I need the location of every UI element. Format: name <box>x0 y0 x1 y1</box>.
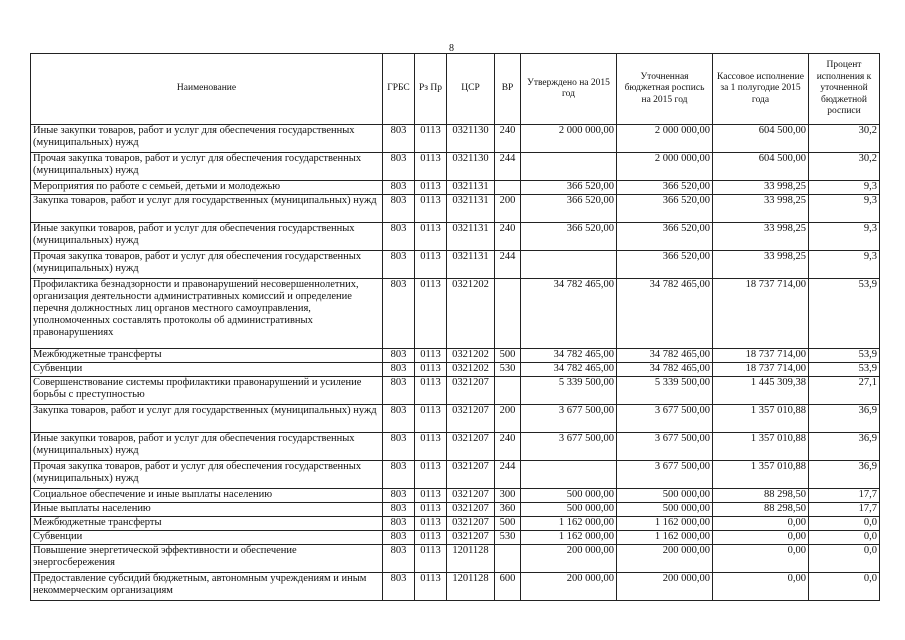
cell-csr: 0321131 <box>447 195 495 223</box>
cell-name: Иные закупки товаров, работ и услуг для обеспечения государственных (муниципальных) нужд <box>31 125 383 153</box>
cell-approved: 34 782 465,00 <box>521 349 617 363</box>
cell-executed: 0,00 <box>713 545 809 573</box>
cell-grbs: 803 <box>383 503 415 517</box>
cell-rzpr: 0113 <box>415 545 447 573</box>
cell-name: Иные выплаты населению <box>31 503 383 517</box>
cell-rzpr: 0113 <box>415 223 447 251</box>
cell-percent: 17,7 <box>809 489 880 503</box>
cell-name: Субвенции <box>31 531 383 545</box>
cell-approved: 500 000,00 <box>521 503 617 517</box>
cell-vr: 240 <box>495 433 521 461</box>
page-number: 8 <box>449 43 454 54</box>
cell-approved: 1 162 000,00 <box>521 517 617 531</box>
cell-csr: 0321207 <box>447 377 495 405</box>
cell-revised: 366 520,00 <box>617 223 713 251</box>
cell-executed: 1 445 309,38 <box>713 377 809 405</box>
cell-approved: 366 520,00 <box>521 181 617 195</box>
table-row <box>31 251 880 279</box>
cell-csr: 0321202 <box>447 363 495 377</box>
cell-revised: 2 000 000,00 <box>617 125 713 153</box>
cell-approved: 200 000,00 <box>521 545 617 573</box>
header-percent: Процент исполнения к уточненной бюджетной росписи <box>809 54 880 125</box>
cell-name: Закупка товаров, работ и услуг для государственных (муниципальных) нужд <box>31 195 383 223</box>
cell-csr: 0321207 <box>447 489 495 503</box>
cell-revised: 5 339 500,00 <box>617 377 713 405</box>
cell-approved: 500 000,00 <box>521 489 617 503</box>
cell-rzpr: 0113 <box>415 195 447 223</box>
budget-execution-table <box>30 53 880 601</box>
cell-name: Иные закупки товаров, работ и услуг для обеспечения государственных (муниципальных) нужд <box>31 223 383 251</box>
cell-vr: 200 <box>495 405 521 433</box>
cell-revised: 366 520,00 <box>617 195 713 223</box>
table-row <box>31 363 880 377</box>
table-row <box>31 573 880 601</box>
cell-percent: 30,2 <box>809 153 880 181</box>
cell-name: Закупка товаров, работ и услуг для государственных (муниципальных) нужд <box>31 405 383 433</box>
cell-executed: 1 357 010,88 <box>713 461 809 489</box>
cell-vr: 240 <box>495 223 521 251</box>
cell-rzpr: 0113 <box>415 363 447 377</box>
table-row <box>31 349 880 363</box>
cell-approved: 3 677 500,00 <box>521 405 617 433</box>
cell-rzpr: 0113 <box>415 279 447 349</box>
cell-vr: 530 <box>495 531 521 545</box>
cell-approved <box>521 153 617 181</box>
cell-revised: 1 162 000,00 <box>617 517 713 531</box>
table-row <box>31 461 880 489</box>
table-body <box>31 125 880 601</box>
cell-grbs: 803 <box>383 433 415 461</box>
cell-revised: 34 782 465,00 <box>617 279 713 349</box>
cell-csr: 0321207 <box>447 461 495 489</box>
cell-grbs: 803 <box>383 377 415 405</box>
cell-csr: 1201128 <box>447 573 495 601</box>
cell-name: Межбюджетные трансферты <box>31 517 383 531</box>
cell-percent: 9,3 <box>809 223 880 251</box>
cell-vr: 500 <box>495 517 521 531</box>
cell-revised: 1 162 000,00 <box>617 531 713 545</box>
cell-percent: 0,0 <box>809 573 880 601</box>
cell-revised: 34 782 465,00 <box>617 363 713 377</box>
cell-grbs: 803 <box>383 181 415 195</box>
cell-percent: 53,9 <box>809 363 880 377</box>
cell-percent: 30,2 <box>809 125 880 153</box>
cell-percent: 9,3 <box>809 181 880 195</box>
cell-revised: 200 000,00 <box>617 573 713 601</box>
cell-percent: 0,0 <box>809 517 880 531</box>
cell-vr <box>495 545 521 573</box>
cell-revised: 3 677 500,00 <box>617 461 713 489</box>
cell-executed: 33 998,25 <box>713 181 809 195</box>
table-row <box>31 153 880 181</box>
cell-revised: 366 520,00 <box>617 251 713 279</box>
cell-vr <box>495 279 521 349</box>
cell-rzpr: 0113 <box>415 349 447 363</box>
cell-vr: 240 <box>495 125 521 153</box>
cell-approved: 366 520,00 <box>521 223 617 251</box>
cell-approved <box>521 461 617 489</box>
header-csr: ЦСР <box>447 54 495 125</box>
cell-executed: 18 737 714,00 <box>713 363 809 377</box>
cell-csr: 0321130 <box>447 125 495 153</box>
cell-rzpr: 0113 <box>415 153 447 181</box>
table-row <box>31 377 880 405</box>
cell-vr: 244 <box>495 461 521 489</box>
cell-approved: 34 782 465,00 <box>521 363 617 377</box>
cell-executed: 33 998,25 <box>713 223 809 251</box>
table-row <box>31 181 880 195</box>
cell-vr <box>495 377 521 405</box>
header-executed: Кассовое исполнение за 1 полугодие 2015 года <box>713 54 809 125</box>
cell-grbs: 803 <box>383 573 415 601</box>
cell-percent: 27,1 <box>809 377 880 405</box>
cell-name: Прочая закупка товаров, работ и услуг для обеспечения государственных (муниципальных) нужд <box>31 461 383 489</box>
cell-name: Социальное обеспечение и иные выплаты населению <box>31 489 383 503</box>
cell-rzpr: 0113 <box>415 405 447 433</box>
cell-rzpr: 0113 <box>415 461 447 489</box>
cell-vr: 600 <box>495 573 521 601</box>
cell-approved: 366 520,00 <box>521 195 617 223</box>
cell-approved: 200 000,00 <box>521 573 617 601</box>
cell-name: Предоставление субсидий бюджетным, автономным учреждениям и иным некоммерческим организациям <box>31 573 383 601</box>
cell-percent: 0,0 <box>809 545 880 573</box>
cell-grbs: 803 <box>383 517 415 531</box>
cell-percent: 53,9 <box>809 279 880 349</box>
cell-grbs: 803 <box>383 195 415 223</box>
cell-name: Мероприятия по работе с семьей, детьми и молодежью <box>31 181 383 195</box>
cell-revised: 2 000 000,00 <box>617 153 713 181</box>
header-vr: ВР <box>495 54 521 125</box>
cell-csr: 0321131 <box>447 223 495 251</box>
table-row <box>31 517 880 531</box>
cell-executed: 88 298,50 <box>713 503 809 517</box>
cell-approved <box>521 251 617 279</box>
cell-csr: 0321131 <box>447 181 495 195</box>
cell-vr: 244 <box>495 153 521 181</box>
cell-executed: 0,00 <box>713 531 809 545</box>
header-grbs: ГРБС <box>383 54 415 125</box>
cell-grbs: 803 <box>383 531 415 545</box>
cell-executed: 1 357 010,88 <box>713 433 809 461</box>
cell-vr <box>495 181 521 195</box>
cell-name: Прочая закупка товаров, работ и услуг для обеспечения государственных (муниципальных) нужд <box>31 153 383 181</box>
cell-grbs: 803 <box>383 363 415 377</box>
cell-vr: 360 <box>495 503 521 517</box>
header-revised: Уточненная бюджетная роспись на 2015 год <box>617 54 713 125</box>
cell-name: Межбюджетные трансферты <box>31 349 383 363</box>
cell-rzpr: 0113 <box>415 377 447 405</box>
cell-grbs: 803 <box>383 125 415 153</box>
cell-executed: 604 500,00 <box>713 153 809 181</box>
cell-approved: 2 000 000,00 <box>521 125 617 153</box>
header-approved: Утверждено на 2015 год <box>521 54 617 125</box>
table-row <box>31 125 880 153</box>
cell-approved: 3 677 500,00 <box>521 433 617 461</box>
cell-csr: 0321207 <box>447 433 495 461</box>
cell-revised: 366 520,00 <box>617 181 713 195</box>
cell-name: Повышение энергетической эффективности и обеспечение энергосбережения <box>31 545 383 573</box>
cell-grbs: 803 <box>383 545 415 573</box>
cell-vr: 300 <box>495 489 521 503</box>
cell-name: Иные закупки товаров, работ и услуг для обеспечения государственных (муниципальных) нужд <box>31 433 383 461</box>
table-row <box>31 489 880 503</box>
cell-grbs: 803 <box>383 153 415 181</box>
cell-executed: 1 357 010,88 <box>713 405 809 433</box>
cell-executed: 88 298,50 <box>713 489 809 503</box>
table-row <box>31 223 880 251</box>
cell-approved: 5 339 500,00 <box>521 377 617 405</box>
cell-name: Субвенции <box>31 363 383 377</box>
cell-csr: 0321207 <box>447 531 495 545</box>
table-row <box>31 279 880 349</box>
cell-rzpr: 0113 <box>415 573 447 601</box>
cell-executed: 18 737 714,00 <box>713 279 809 349</box>
cell-percent: 36,9 <box>809 405 880 433</box>
cell-csr: 0321207 <box>447 503 495 517</box>
cell-percent: 53,9 <box>809 349 880 363</box>
cell-grbs: 803 <box>383 349 415 363</box>
cell-name: Прочая закупка товаров, работ и услуг для обеспечения государственных (муниципальных) нужд <box>31 251 383 279</box>
cell-name: Профилактика безнадзорности и правонарушений несовершеннолетних, организация деятельности административных комиссий и определение перечня должностных лиц органов местного самоуправления, уполномоченных составлять протоколы об административных правонарушениях <box>31 279 383 349</box>
cell-revised: 34 782 465,00 <box>617 349 713 363</box>
cell-revised: 3 677 500,00 <box>617 405 713 433</box>
cell-rzpr: 0113 <box>415 489 447 503</box>
cell-executed: 0,00 <box>713 573 809 601</box>
cell-percent: 9,3 <box>809 195 880 223</box>
cell-rzpr: 0113 <box>415 503 447 517</box>
cell-executed: 18 737 714,00 <box>713 349 809 363</box>
cell-csr: 0321130 <box>447 153 495 181</box>
cell-executed: 604 500,00 <box>713 125 809 153</box>
cell-vr: 200 <box>495 195 521 223</box>
cell-executed: 33 998,25 <box>713 195 809 223</box>
cell-percent: 0,0 <box>809 531 880 545</box>
table-row <box>31 531 880 545</box>
cell-revised: 3 677 500,00 <box>617 433 713 461</box>
cell-percent: 9,3 <box>809 251 880 279</box>
cell-executed: 0,00 <box>713 517 809 531</box>
cell-rzpr: 0113 <box>415 433 447 461</box>
cell-executed: 33 998,25 <box>713 251 809 279</box>
cell-grbs: 803 <box>383 223 415 251</box>
cell-revised: 500 000,00 <box>617 503 713 517</box>
cell-csr: 0321131 <box>447 251 495 279</box>
cell-grbs: 803 <box>383 279 415 349</box>
cell-rzpr: 0113 <box>415 517 447 531</box>
cell-vr: 244 <box>495 251 521 279</box>
cell-csr: 0321202 <box>447 349 495 363</box>
cell-grbs: 803 <box>383 251 415 279</box>
cell-rzpr: 0113 <box>415 125 447 153</box>
cell-percent: 17,7 <box>809 503 880 517</box>
cell-csr: 1201128 <box>447 545 495 573</box>
cell-grbs: 803 <box>383 405 415 433</box>
cell-rzpr: 0113 <box>415 251 447 279</box>
table-header-row <box>31 54 880 125</box>
cell-revised: 200 000,00 <box>617 545 713 573</box>
cell-rzpr: 0113 <box>415 181 447 195</box>
cell-csr: 0321202 <box>447 279 495 349</box>
cell-grbs: 803 <box>383 489 415 503</box>
cell-name: Совершенствование системы профилактики правонарушений и усиление борьбы с преступностью <box>31 377 383 405</box>
cell-vr: 500 <box>495 349 521 363</box>
cell-rzpr: 0113 <box>415 531 447 545</box>
table-row <box>31 545 880 573</box>
cell-percent: 36,9 <box>809 461 880 489</box>
table-row <box>31 195 880 223</box>
cell-approved: 1 162 000,00 <box>521 531 617 545</box>
table-row <box>31 433 880 461</box>
cell-approved: 34 782 465,00 <box>521 279 617 349</box>
cell-grbs: 803 <box>383 461 415 489</box>
cell-revised: 500 000,00 <box>617 489 713 503</box>
cell-vr: 530 <box>495 363 521 377</box>
table-row <box>31 405 880 433</box>
cell-percent: 36,9 <box>809 433 880 461</box>
cell-csr: 0321207 <box>447 517 495 531</box>
header-name: Наименование <box>31 54 383 125</box>
cell-csr: 0321207 <box>447 405 495 433</box>
header-rzpr: Рз Пр <box>415 54 447 125</box>
table-row <box>31 503 880 517</box>
